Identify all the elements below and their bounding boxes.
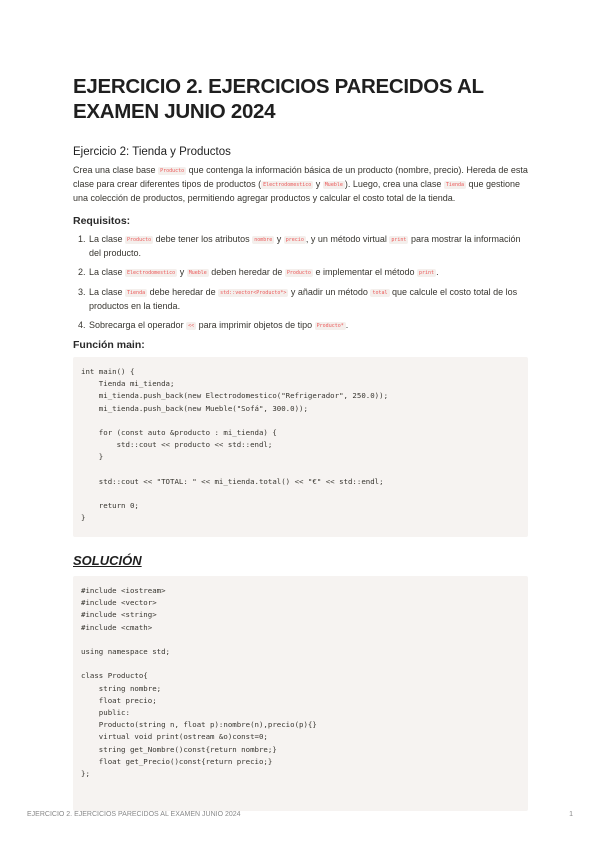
requisitos-heading: Requisitos:	[73, 215, 131, 227]
inline-code: Mueble	[188, 270, 207, 276]
page-number: 1	[569, 811, 573, 818]
main-code-block[interactable]: int main() { Tienda mi_tienda; mi_tienda.push_back(new Electrodomestico("Refrigerador", 250.0)); mi_tienda.push_back(new Mueble("Sofá", 300.0)); for (const auto &producto : mi_tienda) { std::cout << producto << std::endl; } std::cout << "TOTAL: " << mi_tienda.total() << "€" << std::endl; return 0; }	[73, 357, 528, 537]
inline-code: Mueble	[324, 182, 343, 188]
intro-paragraph: Crea una clase base Producto que contenga la información básica de un producto (nombre, precio). Hereda de esta clase para crear diferentes tipos de productos ( Electrodomestico y Mueble ). Luego, crea una clase Tienda que gestione una colección de productos, permitiendo agregar productos y calcular el costo total de la tienda.	[73, 165, 528, 203]
inline-code: Producto	[160, 168, 185, 174]
main-function-heading: Función main:	[73, 339, 145, 351]
requirements-list	[73, 233, 528, 333]
list-item: 1. La clase Producto debe tener los atributos nombre y precio , y un método virtual print para mostrar la información del producto.	[88, 233, 528, 260]
list-item: 2. La clase Electrodomestico y Mueble deben heredar de Producto e implementar el método print .	[88, 266, 528, 280]
inline-code: <<	[188, 323, 195, 329]
inline-code: nombre	[254, 237, 273, 243]
inline-code: precio	[285, 237, 304, 243]
page-footer	[27, 811, 573, 818]
inline-code: print	[391, 237, 407, 243]
list-item: 4. Sobrecarga el operador << para imprimir objetos de tipo Producto* .	[88, 319, 528, 333]
inline-code: Electrodomestico	[127, 270, 176, 276]
solution-code-block[interactable]: #include <iostream> #include <vector> #include <string> #include <cmath> using namespace std; class Producto{ string nombre; float precio; public: Producto(string n, float p):nombre(n),precio(p){} virtual void print(ostream &o)const=0; string get_Nombre()const{return nombre;} float get_Precio()const{return precio;} };	[73, 576, 528, 811]
inline-code: Producto	[127, 237, 152, 243]
solution-heading: SOLUCIÓN	[73, 553, 142, 568]
inline-code: Tienda	[127, 290, 146, 296]
list-item: 3. La clase Tienda debe heredar de std::vector<Producto*> y añadir un método total que calcule el costo total de los productos en la tienda.	[88, 286, 528, 313]
inline-code: Electrodomestico	[263, 182, 312, 188]
inline-code: std::vector<Producto*>	[220, 290, 287, 296]
inline-code: Producto	[286, 270, 311, 276]
document-page	[73, 74, 528, 811]
page-title: EJERCICIO 2. EJERCICIOS PARECIDOS AL EXAMEN JUNIO 2024	[73, 75, 484, 123]
inline-code: Producto*	[316, 323, 344, 329]
exercise-subtitle: Ejercicio 2: Tienda y Productos	[73, 146, 231, 158]
footer-title: EJERCICIO 2. EJERCICIOS PARECIDOS AL EXAMEN JUNIO 2024	[27, 811, 241, 818]
inline-code: print	[419, 270, 435, 276]
inline-code: Tienda	[445, 182, 464, 188]
inline-code: total	[372, 290, 388, 296]
